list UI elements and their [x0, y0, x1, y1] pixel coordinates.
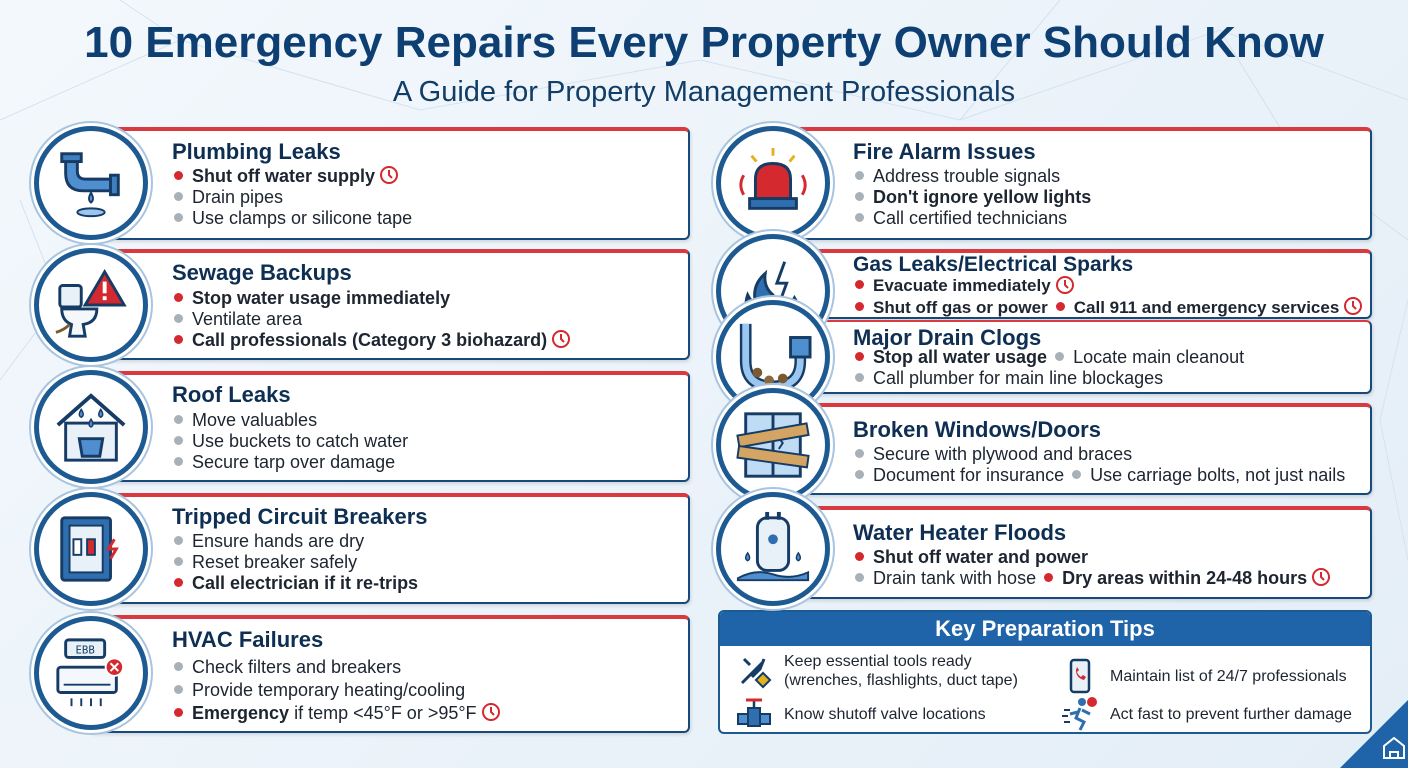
- bullet: [174, 436, 183, 445]
- list-item: Ensure hands are dry: [174, 531, 418, 552]
- list-item: Drain tank with hose Dry areas within 24-48 hours: [855, 568, 1331, 589]
- list-item: Ventilate area: [174, 309, 571, 330]
- clock-icon: [1055, 275, 1075, 295]
- card-title: HVAC Failures: [172, 627, 324, 652]
- page-title: 10 Emergency Repairs Every Property Owner Should Know: [84, 18, 1324, 67]
- page-subtitle: [0, 72, 1408, 112]
- card-title: Sewage Backups: [172, 260, 352, 285]
- list-item: Document for insurance Use carriage bolts, not just nails: [855, 465, 1345, 486]
- list-item: Shut off water and power: [855, 547, 1331, 568]
- urgent-bullet: [174, 578, 183, 587]
- air-conditioner-icon: [52, 634, 130, 712]
- bullet: [855, 171, 864, 180]
- clock-icon: [1311, 567, 1331, 587]
- list-item: Use clamps or silicone tape: [174, 208, 412, 229]
- item-list: [855, 166, 1091, 229]
- card-title: Tripped Circuit Breakers: [172, 504, 428, 529]
- tip-item: [1062, 696, 1352, 732]
- hvac-icon-badge: [34, 616, 148, 730]
- house-leak-icon: [52, 388, 130, 466]
- list-item: Stop water usage immediately: [174, 288, 571, 309]
- urgent-bullet: [1056, 302, 1065, 311]
- list-item: Stop all water usage Locate main cleanout: [855, 347, 1244, 368]
- item-list: [174, 166, 412, 229]
- heater-icon-badge: [716, 492, 830, 606]
- tip-text: Keep essential tools ready (wrenches, flashlights, duct tape): [784, 653, 1018, 689]
- bullet: [174, 536, 183, 545]
- list-item: Use buckets to catch water: [174, 431, 408, 452]
- running-person-icon: [1062, 696, 1098, 732]
- list-item: Reset breaker safely: [174, 552, 418, 573]
- list-item: Secure with plywood and braces: [855, 444, 1345, 465]
- urgent-bullet: [1044, 573, 1053, 582]
- list-item: Address trouble signals: [855, 166, 1091, 187]
- urgent-bullet: [174, 171, 183, 180]
- clogged-drain-icon: [734, 318, 812, 396]
- breakers-icon-badge: [34, 492, 148, 606]
- sewage-icon-badge: [34, 248, 148, 362]
- bullet: [855, 573, 864, 582]
- item-list: [174, 288, 571, 351]
- subtitle-part-b: Management Professionals: [663, 76, 1016, 108]
- roof-icon-badge: [34, 370, 148, 484]
- phone-icon: [1062, 658, 1098, 694]
- list-item: Don't ignore yellow lights: [855, 187, 1091, 208]
- card-title: Fire Alarm Issues: [853, 139, 1036, 164]
- tip-item: [736, 652, 1018, 690]
- urgent-bullet: [855, 352, 864, 361]
- urgent-bullet: [174, 293, 183, 302]
- list-item: Secure tarp over damage: [174, 452, 408, 473]
- item-list: [855, 547, 1331, 589]
- list-item: Provide temporary heating/cooling: [174, 679, 501, 702]
- bullet: [855, 449, 864, 458]
- list-item: Move valuables: [174, 410, 408, 431]
- list-item: Call professionals (Category 3 biohazard): [174, 330, 571, 351]
- card-title: Broken Windows/Doors: [853, 417, 1101, 442]
- bullet: [855, 470, 864, 479]
- clock-icon: [481, 702, 501, 722]
- bullet: [174, 314, 183, 323]
- clock-icon: [551, 329, 571, 349]
- tools-icon: [736, 653, 772, 689]
- list-item: Check filters and breakers: [174, 656, 501, 679]
- urgent-bullet: [855, 280, 864, 289]
- card-title: Water Heater Floods: [853, 520, 1067, 545]
- bullet: [174, 415, 183, 424]
- list-item: Call plumber for main line blockages: [855, 368, 1244, 389]
- urgent-bullet: [855, 302, 864, 311]
- tips-title: Key Preparation Tips: [720, 612, 1370, 646]
- bullet: [174, 457, 183, 466]
- header: [0, 14, 1408, 112]
- water-heater-icon: [734, 510, 812, 588]
- list-item: Call certified technicians: [855, 208, 1091, 229]
- bullet: [174, 192, 183, 201]
- bullet: [855, 213, 864, 222]
- list-item: Drain pipes: [174, 187, 412, 208]
- clock-icon: [1343, 296, 1363, 316]
- bullet: [174, 557, 183, 566]
- boarded-window-icon: [734, 406, 812, 484]
- card-title: Gas Leaks/Electrical Sparks: [853, 253, 1134, 276]
- bullet: [174, 662, 183, 671]
- bullet: [1055, 352, 1064, 361]
- urgent-bullet: [855, 552, 864, 561]
- thermostat-display: EBB: [75, 643, 95, 657]
- tip-text: Act fast to prevent further damage: [1110, 705, 1352, 723]
- card-title: Plumbing Leaks: [172, 139, 341, 164]
- card-title: Roof Leaks: [172, 382, 291, 407]
- bullet: [1072, 470, 1081, 479]
- list-item: Emergency if temp <45°F or >95°F: [174, 702, 501, 725]
- logo-corner: [1340, 700, 1408, 768]
- bullet: [855, 373, 864, 382]
- toilet-warning-icon: [52, 266, 130, 344]
- tip-text: Maintain list of 24/7 professionals: [1110, 667, 1347, 685]
- alarm-siren-icon: [734, 144, 812, 222]
- clock-icon: [379, 165, 399, 185]
- bullet: [174, 213, 183, 222]
- leaking-pipe-icon: [52, 144, 130, 222]
- bullet: [855, 192, 864, 201]
- tip-item: [736, 696, 986, 732]
- urgent-bullet: [174, 335, 183, 344]
- item-list: [855, 347, 1244, 389]
- item-list: [174, 656, 501, 725]
- list-item: Call electrician if it re-trips: [174, 573, 418, 594]
- item-list: [174, 531, 418, 594]
- windows-icon-badge: [716, 388, 830, 502]
- key-preparation-tips: [718, 610, 1372, 734]
- item-list: [855, 444, 1345, 486]
- item-list: [174, 410, 408, 473]
- card-title: Major Drain Clogs: [853, 325, 1042, 350]
- subtitle-part-a: A Guide for Property: [392, 76, 656, 108]
- plumbing-icon-badge: [34, 126, 148, 240]
- list-item: Shut off gas or power Call 911 and emergency services: [855, 297, 1363, 319]
- bullet: [174, 685, 183, 694]
- fire-icon-badge: [716, 126, 830, 240]
- list-item: Evacuate immediately: [855, 275, 1363, 297]
- list-item: Shut off water supply: [174, 166, 412, 187]
- tip-text: Know shutoff valve locations: [784, 705, 986, 723]
- tip-item: [1062, 658, 1347, 694]
- valve-icon: [736, 696, 772, 732]
- breaker-panel-icon: [52, 510, 130, 588]
- item-list: [855, 275, 1363, 318]
- urgent-bullet: [174, 708, 183, 717]
